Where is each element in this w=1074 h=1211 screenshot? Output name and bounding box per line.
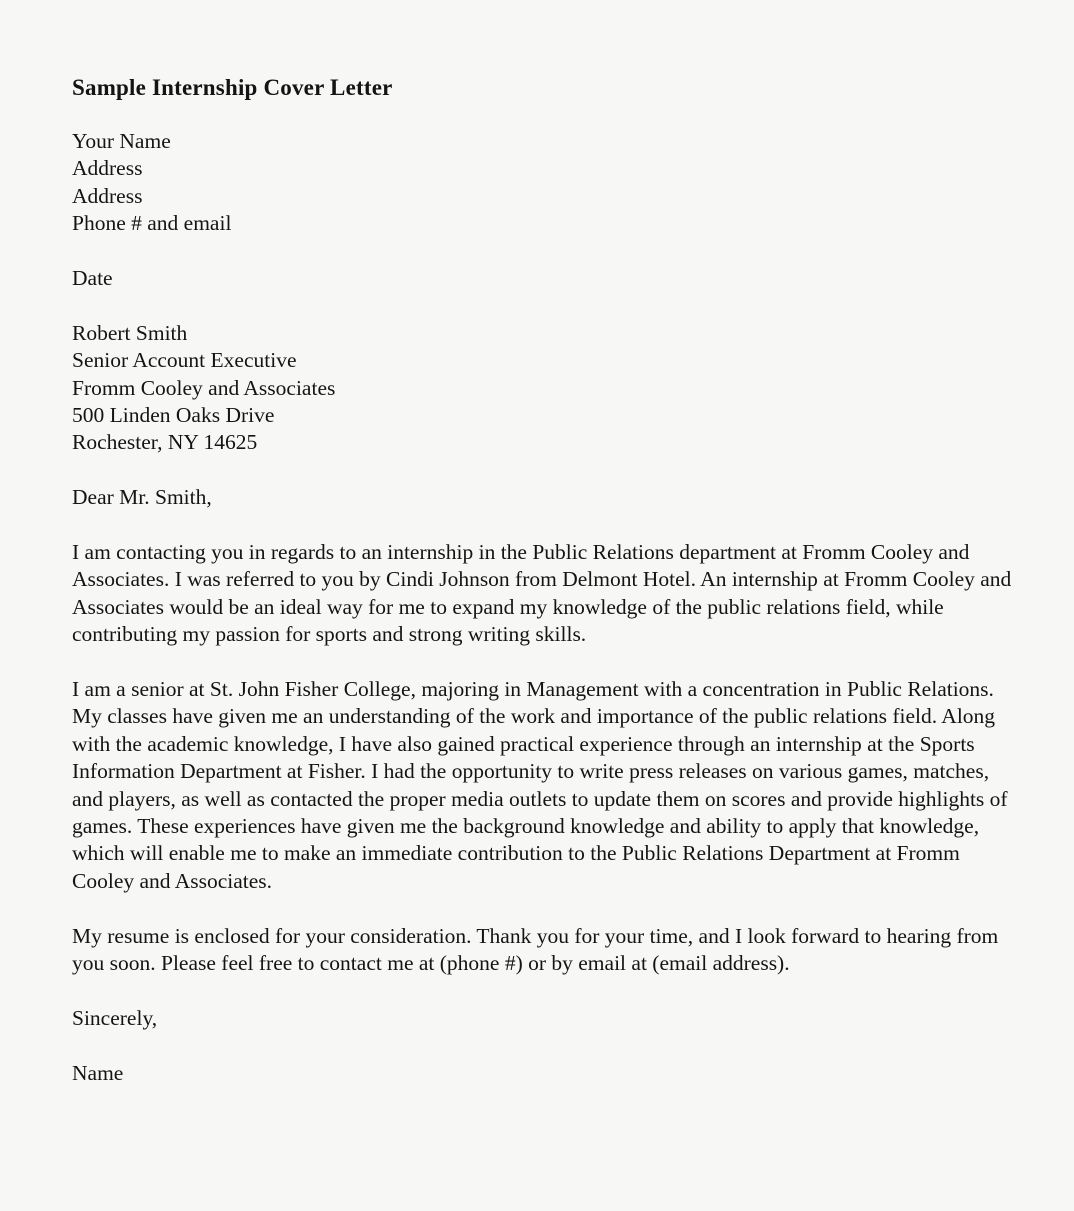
signature-block (72, 1060, 1022, 1087)
recipient-city-state-zip: Rochester, NY 14625 (72, 430, 258, 455)
recipient-name: Robert Smith (72, 320, 188, 345)
body-paragraph-3: My resume is enclosed for your consideration. Thank you for your time, and I look forward to hearing from you soon. Please feel free to contact me at (phone #) or by email at (email address). (72, 923, 999, 976)
date-placeholder: Date (72, 266, 113, 291)
recipient-company: Fromm Cooley and Associates (72, 375, 336, 400)
sender-name: Your Name (72, 129, 171, 153)
recipient-street: 500 Linden Oaks Drive (72, 403, 275, 428)
sender-address-block (72, 128, 1022, 238)
body-paragraph-1: I am contacting you in regards to an internship in the Public Relations department at Fromm Cooley and Associates. I was referred to you by Cindi Johnson from Delmont Hotel. An internship at Fromm Cooley and Associates would be an ideal way for me to expand my knowledge of the public relations field, while contributing my passion for sports and strong writing skills. (72, 540, 1012, 647)
recipient-address-block (72, 320, 1022, 457)
date-block (72, 265, 1022, 292)
closing: Sincerely, (72, 1005, 158, 1030)
salutation-block (72, 484, 1022, 511)
salutation: Dear Mr. Smith, (72, 485, 212, 510)
signature-name: Name (72, 1060, 124, 1085)
document-title: Sample Internship Cover Letter (72, 75, 393, 100)
body-paragraph-2: I am a senior at St. John Fisher College, majoring in Management with a concentration in Public Relations. My classes have given me an understanding of the work and importance of the public relations field. Along with the academic knowledge, I have also gained practical experience through an internship at the Sports Information Department at Fisher. I had the opportunity to write press releases on various games, matches, and players, as well as contacted the proper media outlets to update them on scores and provide highlights of games. These experiences have given me the background knowledge and ability to apply that knowledge, which will enable me to make an immediate contribution to the Public Relations Department at Fromm Cooley and Associates. (72, 677, 1008, 893)
sender-address-line-2: Address (72, 183, 143, 208)
sender-contact: Phone # and email (72, 211, 232, 236)
sender-address-line-1: Address (72, 156, 143, 181)
closing-block (72, 1005, 1022, 1032)
recipient-job-title: Senior Account Executive (72, 348, 297, 373)
